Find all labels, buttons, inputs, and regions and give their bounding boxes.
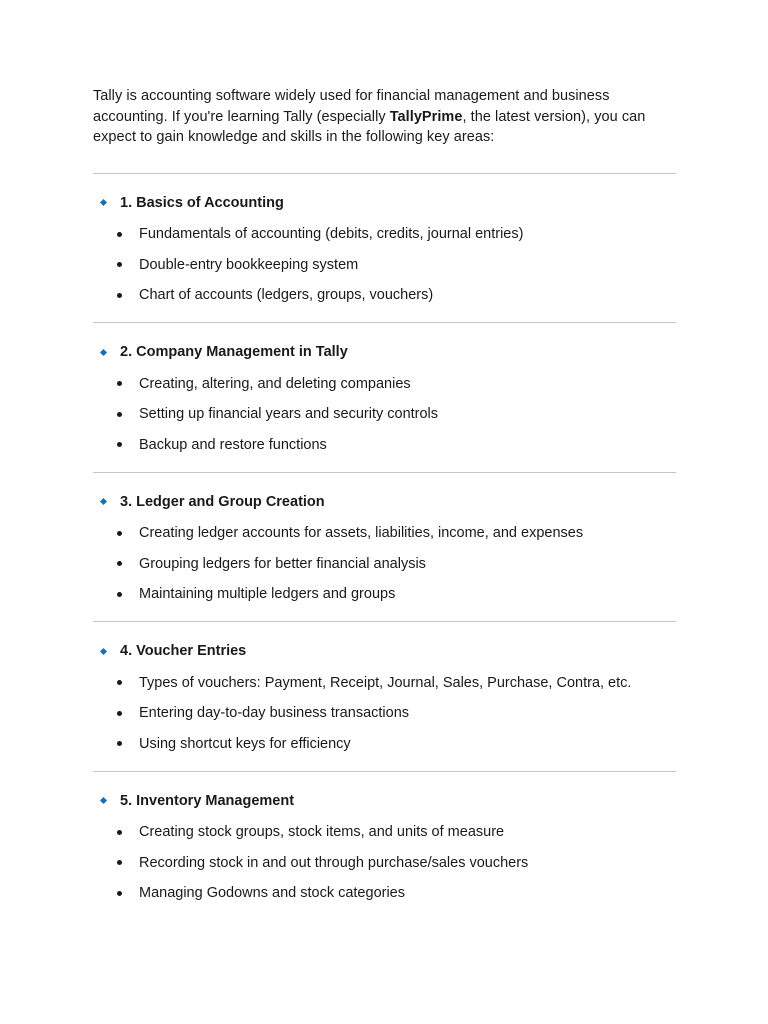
section-title: 4. Voucher Entries: [120, 643, 247, 659]
section-ledger-group: [93, 473, 676, 622]
section-title: 2. Company Management in Tally: [120, 344, 348, 360]
list-item-text: Fundamentals of accounting (debits, credits, journal entries): [139, 226, 524, 242]
bullet-icon: [117, 592, 122, 597]
list-item-text: Types of vouchers: Payment, Receipt, Journal, Sales, Purchase, Contra, etc.: [139, 674, 632, 691]
bullet-icon: [117, 561, 122, 566]
list-item: [93, 255, 676, 275]
section-title: 5. Inventory Management: [120, 792, 295, 809]
section-heading: [93, 341, 676, 363]
bullet-icon: [117, 293, 122, 298]
list-item-text: Chart of accounts (ledgers, groups, vouchers): [139, 287, 434, 303]
list-item-text: Creating ledger accounts for assets, liabilities, income, and expenses: [139, 525, 584, 541]
list-item: [93, 285, 676, 305]
list-item-text: Maintaining multiple ledgers and groups: [139, 586, 396, 602]
section-heading: [93, 192, 676, 214]
document-page: [93, 86, 676, 920]
list-item: [93, 435, 676, 455]
diamond-bullet-icon: [100, 647, 107, 654]
list-item-text: Recording stock in and out through purchase/sales vouchers: [139, 854, 529, 871]
section-list: [93, 523, 676, 604]
diamond-bullet-icon: [100, 498, 107, 505]
list-item-text: Grouping ledgers for better financial analysis: [139, 555, 426, 572]
bullet-icon: [117, 232, 122, 237]
section-inventory-management: [93, 772, 676, 921]
section-title: 3. Ledger and Group Creation: [120, 493, 325, 510]
bullet-icon: [117, 860, 122, 865]
intro-bold-tallyprime: TallyPrime: [389, 108, 463, 125]
intro-text-2: , the latest version), you can expect to gain knowledge and skills in the following key areas:: [93, 108, 646, 145]
list-item: [93, 673, 676, 693]
bullet-icon: [117, 412, 122, 417]
diamond-bullet-icon: [100, 797, 107, 804]
bullet-icon: [117, 711, 122, 716]
list-item: [93, 523, 676, 543]
list-item: [93, 883, 676, 903]
list-item-text: Backup and restore functions: [139, 436, 327, 453]
list-item-text: Setting up financial years and security controls: [139, 406, 439, 422]
bullet-icon: [117, 741, 122, 746]
section-heading: [93, 790, 676, 812]
section-list: [93, 224, 676, 305]
section-list: [93, 374, 676, 455]
list-item: [93, 554, 676, 574]
bullet-icon: [117, 531, 122, 536]
bullet-icon: [117, 891, 122, 896]
section-basics: [93, 174, 676, 323]
bullet-icon: [117, 680, 122, 685]
intro-text-1: Tally is accounting software widely used for financial management and business accounting. If you're learning Tally (especially: [93, 88, 610, 125]
list-item-text: Managing Godowns and stock categories: [139, 885, 405, 901]
diamond-bullet-icon: [100, 348, 107, 355]
section-voucher-entries: [93, 622, 676, 771]
bullet-icon: [117, 262, 122, 267]
bullet-icon: [117, 442, 122, 447]
section-company-management: [93, 323, 676, 472]
list-item: [93, 224, 676, 244]
list-item: [93, 734, 676, 754]
list-item: [93, 404, 676, 424]
section-list: [93, 673, 676, 754]
bullet-icon: [117, 381, 122, 386]
list-item: [93, 703, 676, 723]
intro-paragraph: [93, 86, 676, 148]
section-heading: [93, 640, 676, 662]
list-item-text: Using shortcut keys for efficiency: [139, 735, 351, 752]
diamond-bullet-icon: [100, 199, 107, 206]
section-list: [93, 822, 676, 903]
list-item: [93, 374, 676, 394]
list-item: [93, 853, 676, 873]
list-item: [93, 822, 676, 842]
list-item: [93, 584, 676, 604]
section-title: 1. Basics of Accounting: [120, 194, 284, 211]
list-item-text: Entering day-to-day business transactions: [139, 705, 410, 721]
list-item-text: Double-entry bookkeeping system: [139, 256, 359, 273]
bullet-icon: [117, 830, 122, 835]
list-item-text: Creating stock groups, stock items, and units of measure: [139, 824, 505, 840]
list-item-text: Creating, altering, and deleting companies: [139, 375, 411, 392]
section-heading: [93, 491, 676, 513]
